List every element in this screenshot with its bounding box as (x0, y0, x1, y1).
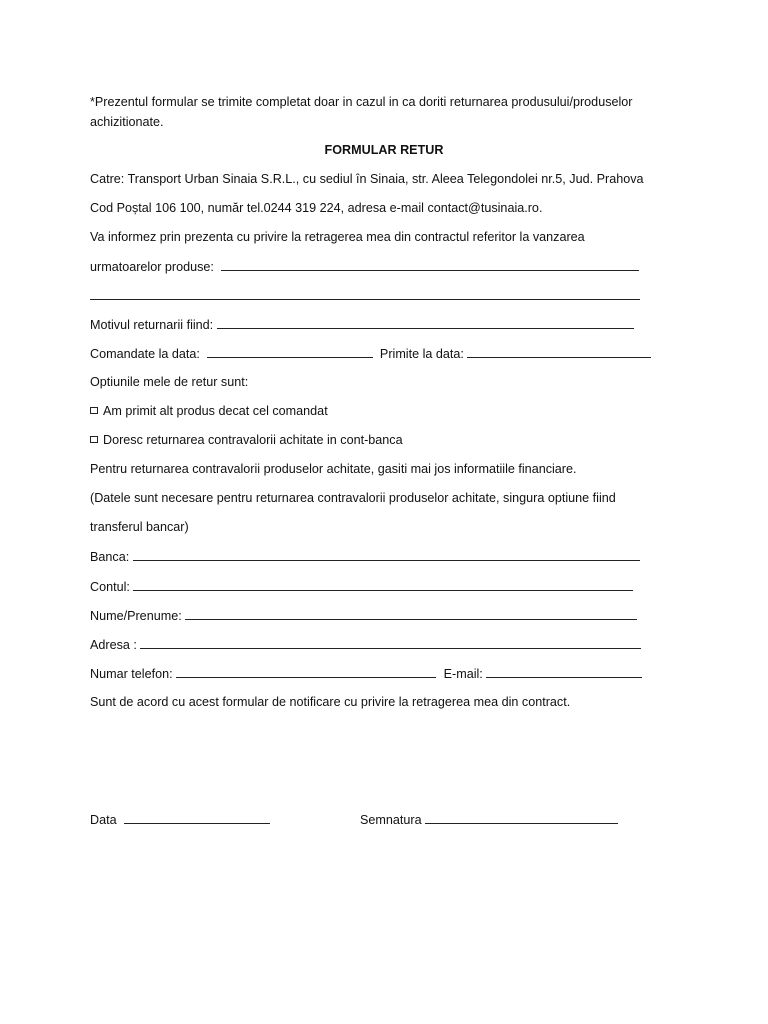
phone-email-field-row (90, 665, 642, 682)
reason-label: Motivul returnarii fiind: (90, 318, 214, 332)
received-date-input-line[interactable] (467, 345, 651, 358)
financial-info-text: Pentru returnarea contravalorii produselor achitate, gasiti mai jos informatiile financiare. (90, 462, 577, 476)
products-input-line[interactable] (221, 258, 639, 271)
agreement-text: Sunt de acord cu acest formular de notificare cu privire la retragerea mea din contract. (90, 695, 571, 709)
date-input-line[interactable] (124, 811, 270, 824)
ordered-date-input-line[interactable] (207, 345, 373, 358)
options-label: Optiunile mele de retur sunt: (90, 375, 249, 389)
products-field-row-2 (90, 287, 640, 304)
products-label: urmatoarelor produse: (90, 260, 214, 274)
data-note-line2: transferul bancar) (90, 520, 189, 534)
name-label: Nume/Prenume: (90, 609, 182, 623)
contact-text: Cod Poștal 106 100, număr tel.0244 319 224, adresa e-mail contact@tusinaia.ro. (90, 201, 543, 215)
phone-label: Numar telefon: (90, 667, 173, 681)
option-item[interactable] (90, 432, 403, 448)
ordered-date-label: Comandate la data: (90, 347, 200, 361)
email-label: E-mail: (443, 667, 483, 681)
products-input-line-2[interactable] (90, 287, 640, 300)
address-field-row (90, 636, 641, 653)
note-text-line1: *Prezentul formular se trimite completat doar in cazul in ca doriti returnarea produsului/produselor (90, 95, 633, 109)
bank-input-line[interactable] (133, 548, 640, 561)
received-date-label: Primite la data: (379, 347, 464, 361)
dates-field-row (90, 345, 651, 362)
products-field-row (90, 258, 639, 275)
checkbox-icon[interactable] (90, 407, 98, 414)
checkbox-icon[interactable] (90, 436, 98, 443)
email-input-line[interactable] (486, 665, 642, 678)
data-note-line1: (Datele sunt necesare pentru returnarea contravalorii produselor achitate, singura optiune fiind (90, 491, 616, 505)
note-text-line2: achizitionate. (90, 115, 164, 129)
phone-input-line[interactable] (176, 665, 436, 678)
address-label: Adresa : (90, 638, 137, 652)
date-field-row (90, 811, 270, 828)
recipient-text: Catre: Transport Urban Sinaia S.R.L., cu sediul în Sinaia, str. Aleea Telegondolei nr.5, Jud. Prahova (90, 172, 644, 186)
account-field-row (90, 578, 633, 595)
account-label: Contul: (90, 580, 130, 594)
form-title: FORMULAR RETUR (324, 143, 444, 157)
intro-text: Va informez prin prezenta cu privire la retragerea mea din contractul referitor la vanzarea (90, 230, 585, 244)
option-label: Am primit alt produs decat cel comandat (103, 404, 328, 418)
bank-label: Banca: (90, 550, 130, 564)
bank-field-row (90, 548, 640, 565)
account-input-line[interactable] (133, 578, 633, 591)
signature-label: Semnatura (360, 813, 422, 827)
option-label: Doresc returnarea contravalorii achitate in cont-banca (103, 433, 403, 447)
signature-field-row (360, 811, 618, 828)
option-item[interactable] (90, 403, 328, 419)
date-label: Data (90, 813, 117, 827)
reason-input-line[interactable] (217, 316, 634, 329)
address-input-line[interactable] (140, 636, 641, 649)
reason-field-row (90, 316, 634, 333)
name-input-line[interactable] (185, 607, 637, 620)
name-field-row (90, 607, 637, 624)
signature-input-line[interactable] (425, 811, 618, 824)
